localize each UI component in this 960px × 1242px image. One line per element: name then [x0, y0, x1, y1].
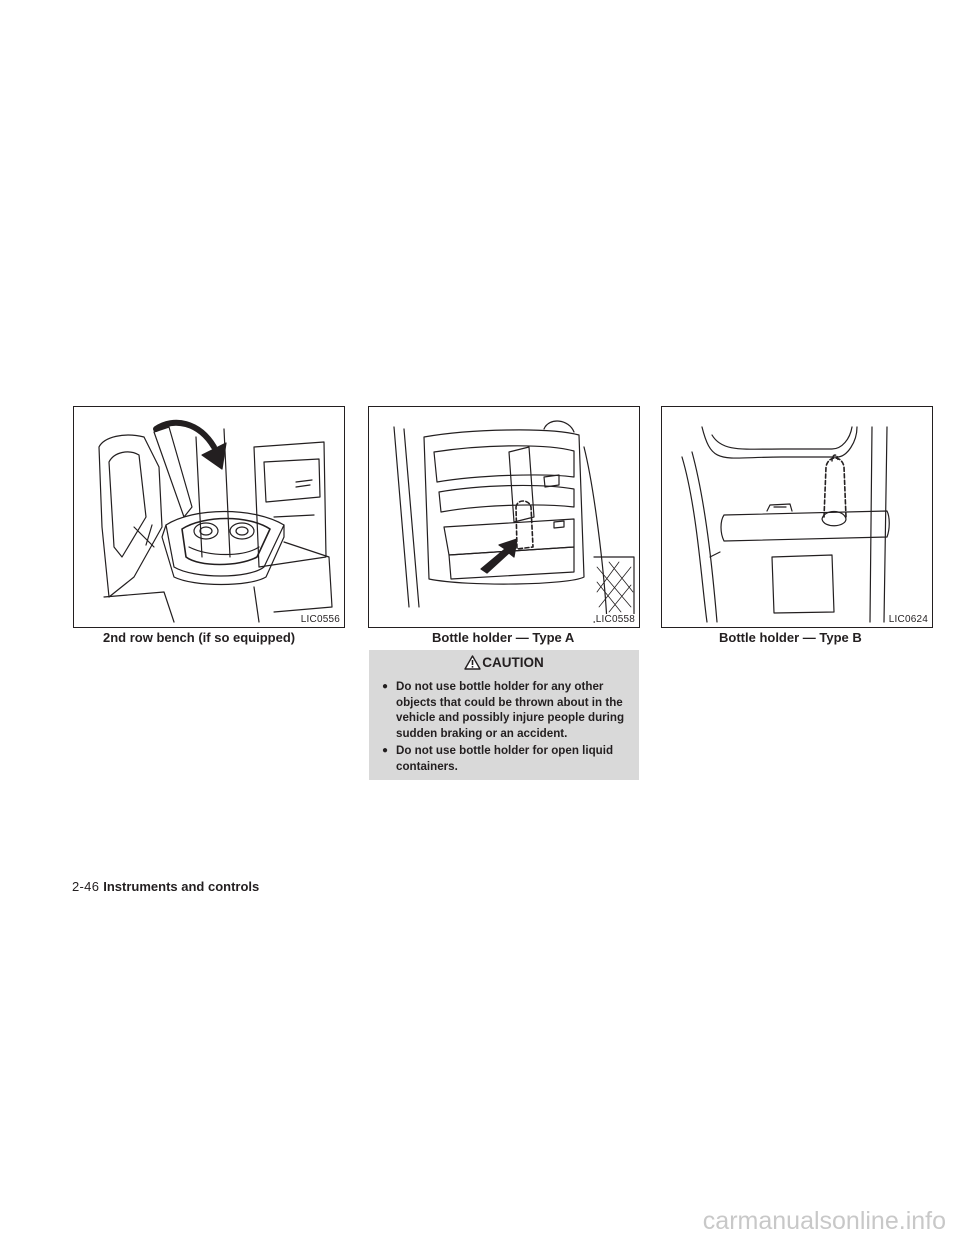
caution-item: [382, 679, 634, 741]
caution-item-text: Do not use bottle holder for any other objects that could be thrown about in the vehicle and possibly injure people during sudden braking or an accident.: [396, 680, 625, 740]
figure-bottle-holder-type-b: [661, 406, 933, 628]
figure-caption: Bottle holder — Type A: [432, 630, 575, 645]
section-title: Instruments and controls: [103, 879, 260, 894]
door-bottle-holder-illustration: [369, 407, 639, 627]
bullet-icon: ●: [382, 745, 389, 756]
figure-bottle-holder-type-a: [368, 406, 640, 628]
figure-code: LIC0624: [888, 614, 928, 625]
figure-caption: 2nd row bench (if so equipped): [103, 630, 296, 645]
figure-caption: Bottle holder — Type B: [719, 630, 862, 645]
warning-triangle-icon: [464, 655, 481, 670]
caution-item-text: Do not use bottle holder for open liquid containers.: [396, 744, 614, 773]
figure-code: LIC0556: [300, 614, 340, 625]
rear-bench-illustration: [74, 407, 344, 627]
figure-rear-bench: [73, 406, 345, 628]
rear-door-bottle-holder-illustration: [662, 407, 932, 627]
caution-title: CAUTION: [482, 655, 544, 670]
watermark: carmanualsonline.info: [702, 1207, 946, 1235]
caution-heading: [369, 654, 639, 672]
caution-item: [382, 743, 634, 774]
caution-box: [369, 650, 639, 780]
page-number: 2-46: [72, 879, 100, 894]
page-footer: [72, 879, 259, 895]
bullet-icon: ●: [382, 681, 389, 692]
figure-code: LIC0558: [595, 614, 635, 625]
